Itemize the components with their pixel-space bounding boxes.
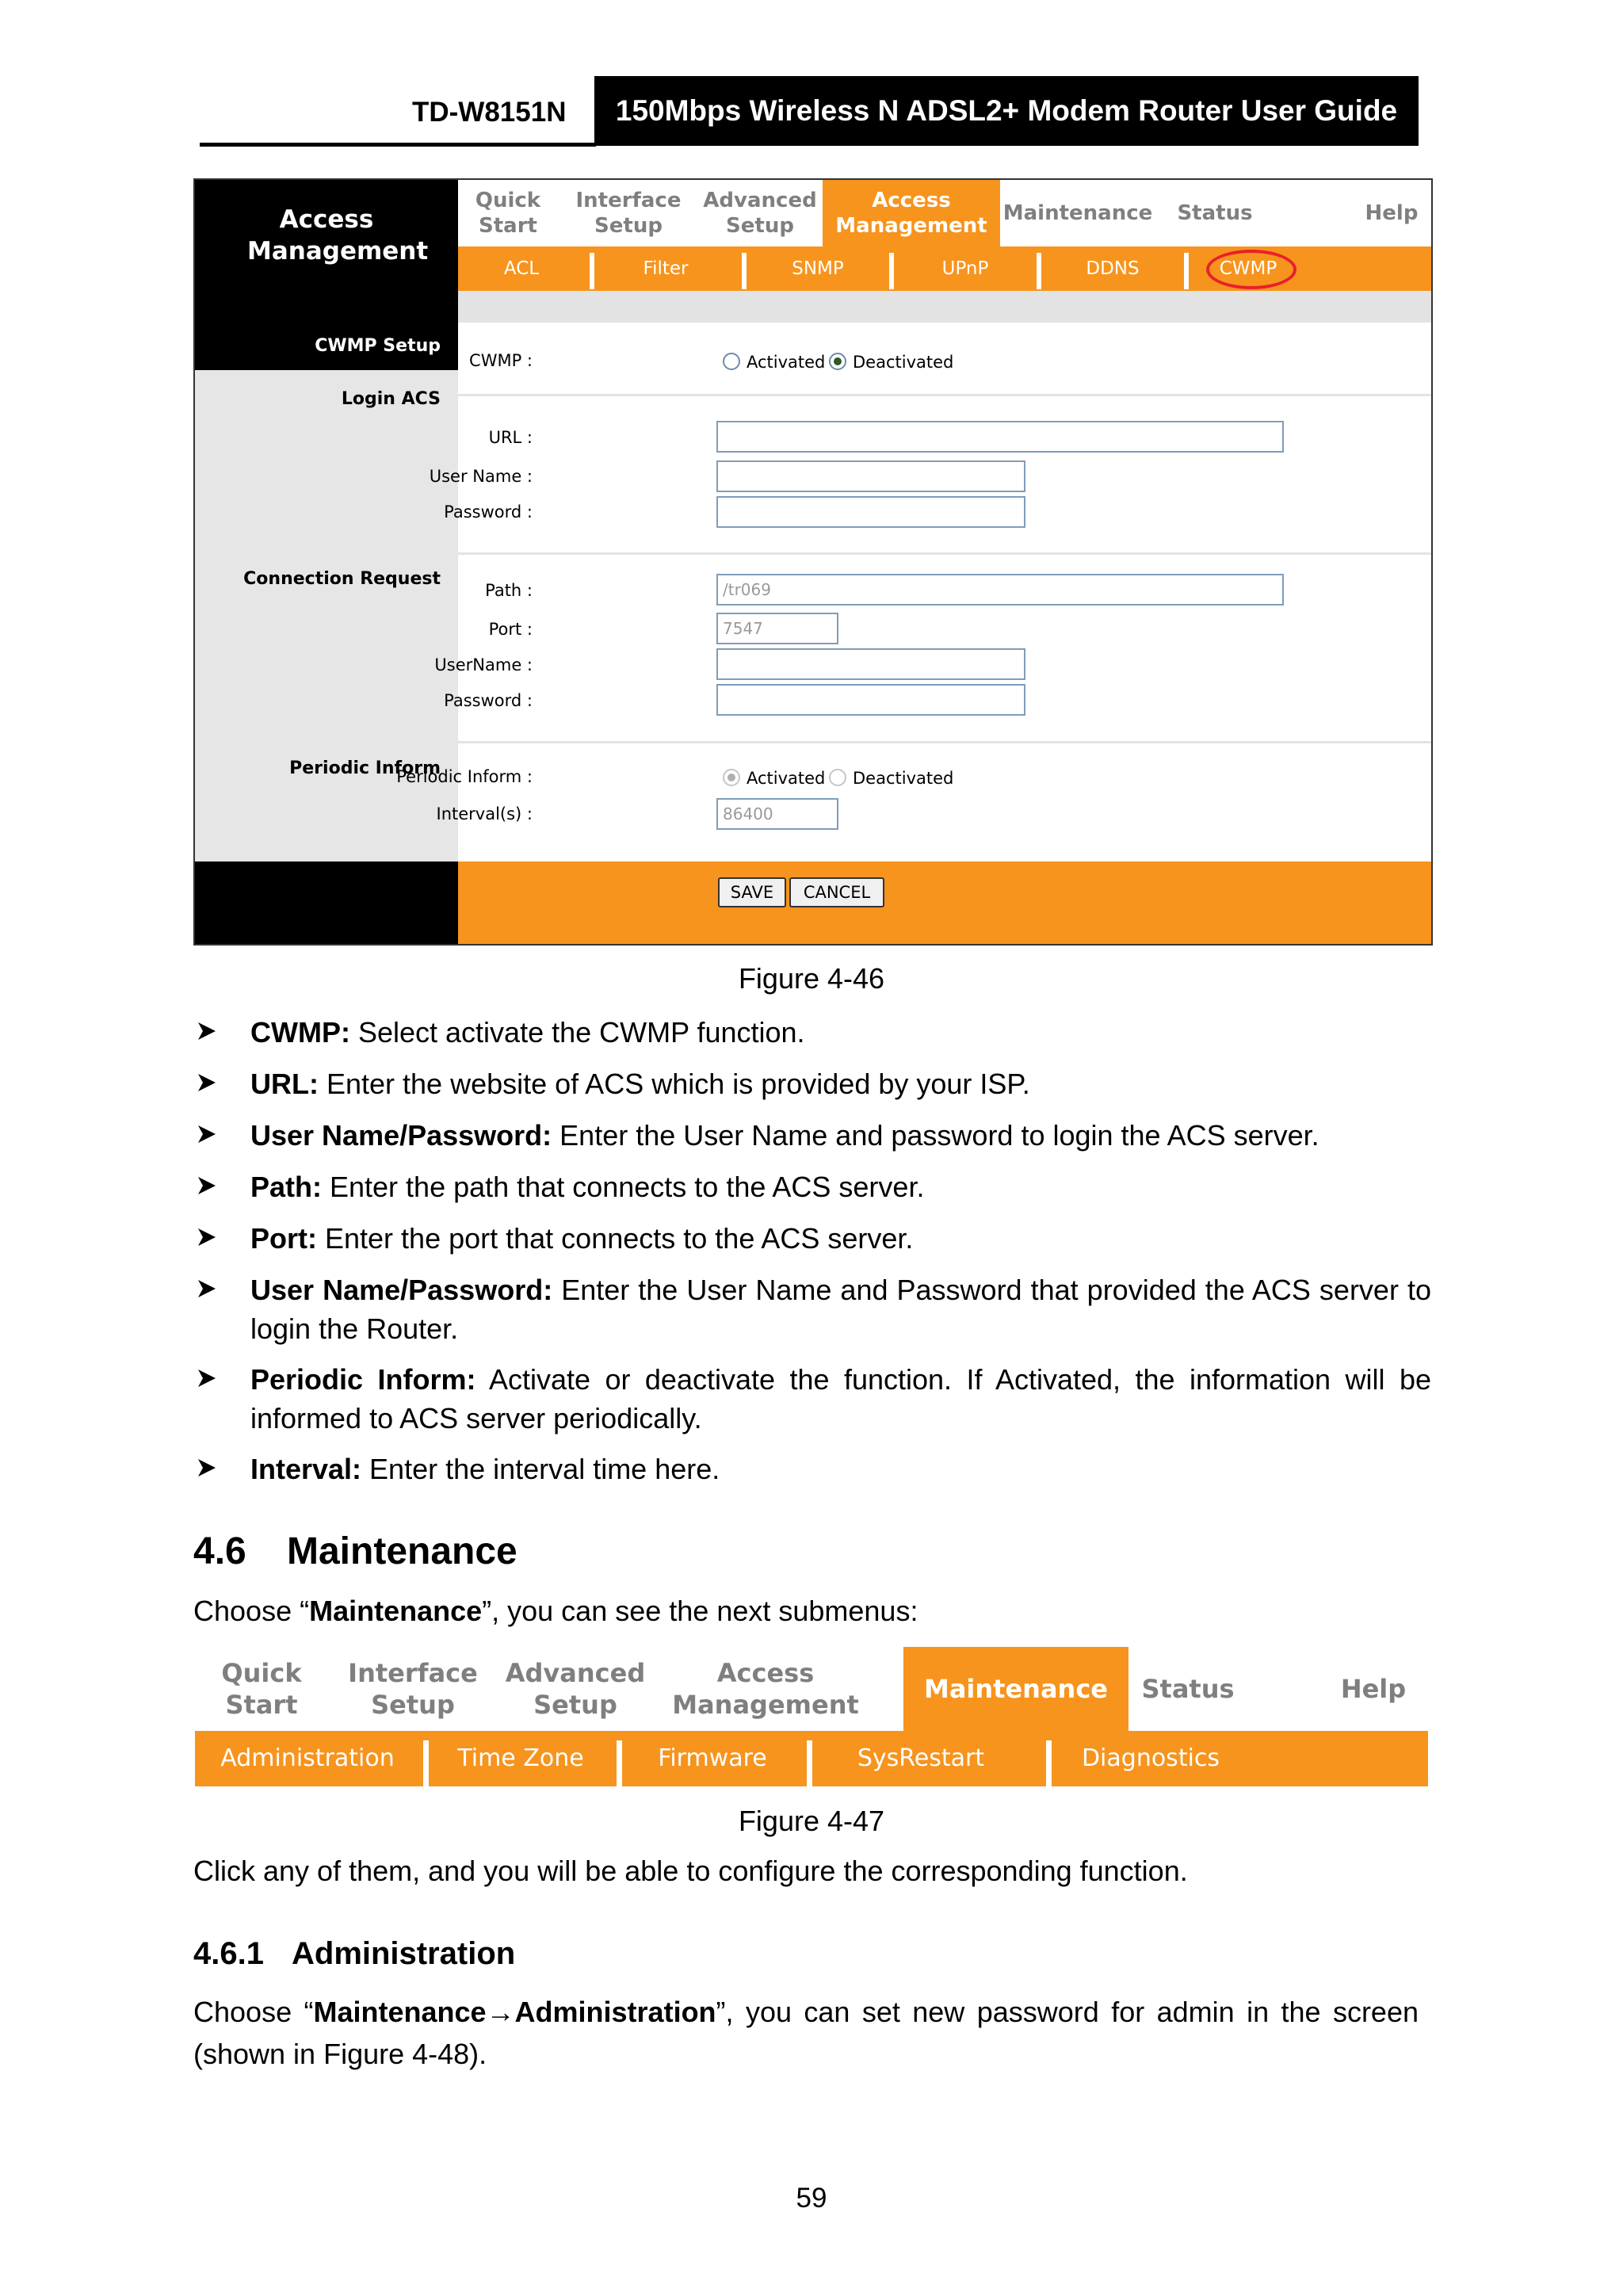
interval-label: Interval(s) :: [436, 804, 533, 823]
divider: [458, 741, 1431, 743]
periodic-deactivated-label: Deactivated: [853, 769, 954, 788]
nav-maintenance[interactable]: Maintenance: [1002, 201, 1153, 225]
password2-input[interactable]: [716, 684, 1025, 716]
title-band: [195, 291, 1431, 323]
nav-interface-setup[interactable]: Interface Setup: [348, 1658, 478, 1720]
header-model: TD-W8151N: [412, 97, 567, 128]
cancel-button[interactable]: CANCEL: [789, 877, 884, 907]
nav-status[interactable]: Status: [1141, 1674, 1235, 1704]
header-title: 150Mbps Wireless N ADSL2+ Modem Router User Guide: [594, 76, 1419, 146]
subnav-sysrestart[interactable]: SysRestart: [857, 1744, 985, 1772]
url-input[interactable]: [716, 421, 1284, 453]
periodic-inform-label: Periodic Inform :: [396, 767, 533, 786]
nav-help[interactable]: Help: [1340, 1674, 1407, 1704]
url-label: URL :: [488, 428, 533, 447]
subnav-filter[interactable]: Filter: [643, 258, 689, 279]
subnav-separator: [1046, 1740, 1052, 1786]
brand-label: Access Management: [195, 180, 458, 291]
cwmp-activated-label: Activated: [747, 353, 826, 372]
label-connection-request: Connection Request: [243, 569, 441, 589]
footer-bar: [195, 861, 1431, 944]
periodic-activated-label: Activated: [747, 769, 826, 788]
section-title: CWMP Setup: [195, 323, 458, 370]
user-name-label: User Name :: [429, 467, 533, 486]
figure-caption: Figure 4-46: [738, 962, 885, 995]
subnav-acl[interactable]: ACL: [503, 258, 540, 279]
bullet-item: User Name/Password: Enter the User Name and password to login the ACS server.: [193, 1116, 1431, 1155]
username2-label: UserName :: [434, 655, 533, 674]
section-heading: 4.6 Maintenance: [193, 1530, 517, 1572]
bullet-item: Path: Enter the path that connects to the ACS server.: [193, 1167, 1431, 1206]
page-number: 59: [796, 2183, 827, 2214]
label-periodic-inform: Periodic Inform: [289, 758, 441, 778]
cwmp-screenshot: [193, 178, 1433, 946]
password2-label: Password :: [444, 691, 533, 710]
paragraph: Choose “Maintenance→Administration”, you can set new password for admin in the screen (shown in Figure 4-48).: [193, 1996, 1419, 2070]
path-input[interactable]: /tr069: [716, 574, 1284, 606]
nav-maintenance[interactable]: Maintenance: [903, 1647, 1128, 1731]
section-intro: Choose “Maintenance”, you can see the next submenus:: [193, 1595, 918, 1627]
paragraph: Click any of them, and you will be able to configure the corresponding function.: [193, 1855, 1188, 1887]
nav-access-management[interactable]: Access Management: [823, 180, 1000, 246]
subnav-upnp[interactable]: UPnP: [941, 258, 989, 279]
nav-advanced-setup[interactable]: Advanced Setup: [703, 189, 817, 238]
bullet-item: Port: Enter the port that connects to the ACS server.: [193, 1219, 1431, 1258]
subnav-administration[interactable]: Administration: [220, 1744, 395, 1772]
cwmp-label: CWMP :: [469, 351, 533, 370]
port-label: Port :: [488, 620, 533, 639]
subnav-snmp[interactable]: SNMP: [792, 258, 844, 279]
port-input[interactable]: 7547: [716, 613, 838, 644]
form-area: [396, 323, 1431, 861]
bullet-item: User Name/Password: Enter the User Name and Password that provided the ACS server to login the Router.: [193, 1270, 1431, 1348]
sub-nav: [458, 246, 1431, 291]
subsection-heading: 4.6.1 Administration: [193, 1936, 516, 1971]
bullet-item: Periodic Inform: Activate or deactivate the function. If Activated, the information will be informed to ACS server periodically.: [193, 1360, 1431, 1438]
periodic-deactivated-radio[interactable]: [829, 769, 846, 786]
highlight-circle: [1206, 250, 1296, 289]
nav-quick-start[interactable]: Quick Start: [475, 189, 541, 238]
subnav-firmware[interactable]: Firmware: [658, 1744, 767, 1772]
divider: [458, 394, 1431, 396]
maintenance-menu-screenshot: [195, 1647, 1428, 1786]
interval-input[interactable]: 86400: [716, 798, 838, 830]
user-name-input[interactable]: [716, 460, 1025, 492]
subnav-separator: [423, 1740, 429, 1786]
nav-help[interactable]: Help: [1365, 201, 1419, 225]
nav-access-management[interactable]: Access Management: [672, 1658, 859, 1720]
subnav-separator: [807, 1740, 812, 1786]
nav-interface-setup[interactable]: Interface Setup: [575, 189, 682, 238]
bullet-item: Interval: Enter the interval time here.: [193, 1450, 1431, 1488]
header-rule: [200, 143, 596, 147]
save-button[interactable]: SAVE: [718, 877, 786, 907]
nav-status[interactable]: Status: [1177, 201, 1253, 225]
cwmp-activated-radio[interactable]: [723, 353, 740, 370]
cwmp-deactivated-label: Deactivated: [853, 353, 954, 372]
maintenance-sub-nav: [195, 1731, 1428, 1786]
bullet-item: CWMP: Select activate the CWMP function.: [193, 1013, 1431, 1052]
subnav-ddns[interactable]: DDNS: [1086, 258, 1140, 279]
password-input[interactable]: [716, 496, 1025, 528]
cwmp-deactivated-radio[interactable]: [829, 353, 846, 370]
nav-advanced-setup[interactable]: Advanced Setup: [505, 1658, 646, 1720]
subnav-time-zone[interactable]: Time Zone: [457, 1744, 584, 1772]
path-label: Path :: [485, 581, 533, 600]
bullet-item: URL: Enter the website of ACS which is provided by your ISP.: [193, 1064, 1431, 1103]
subnav-diagnostics[interactable]: Diagnostics: [1081, 1744, 1220, 1772]
divider: [458, 552, 1431, 555]
password-label: Password :: [444, 502, 533, 521]
periodic-activated-radio[interactable]: [723, 769, 740, 786]
subnav-cwmp[interactable]: CWMP: [1219, 258, 1277, 279]
label-login-acs: Login ACS: [341, 389, 441, 409]
top-nav: [458, 180, 1431, 246]
username2-input[interactable]: [716, 648, 1025, 680]
figure-caption: Figure 4-47: [738, 1805, 885, 1837]
subnav-separator: [617, 1740, 622, 1786]
nav-quick-start[interactable]: Quick Start: [221, 1658, 302, 1720]
